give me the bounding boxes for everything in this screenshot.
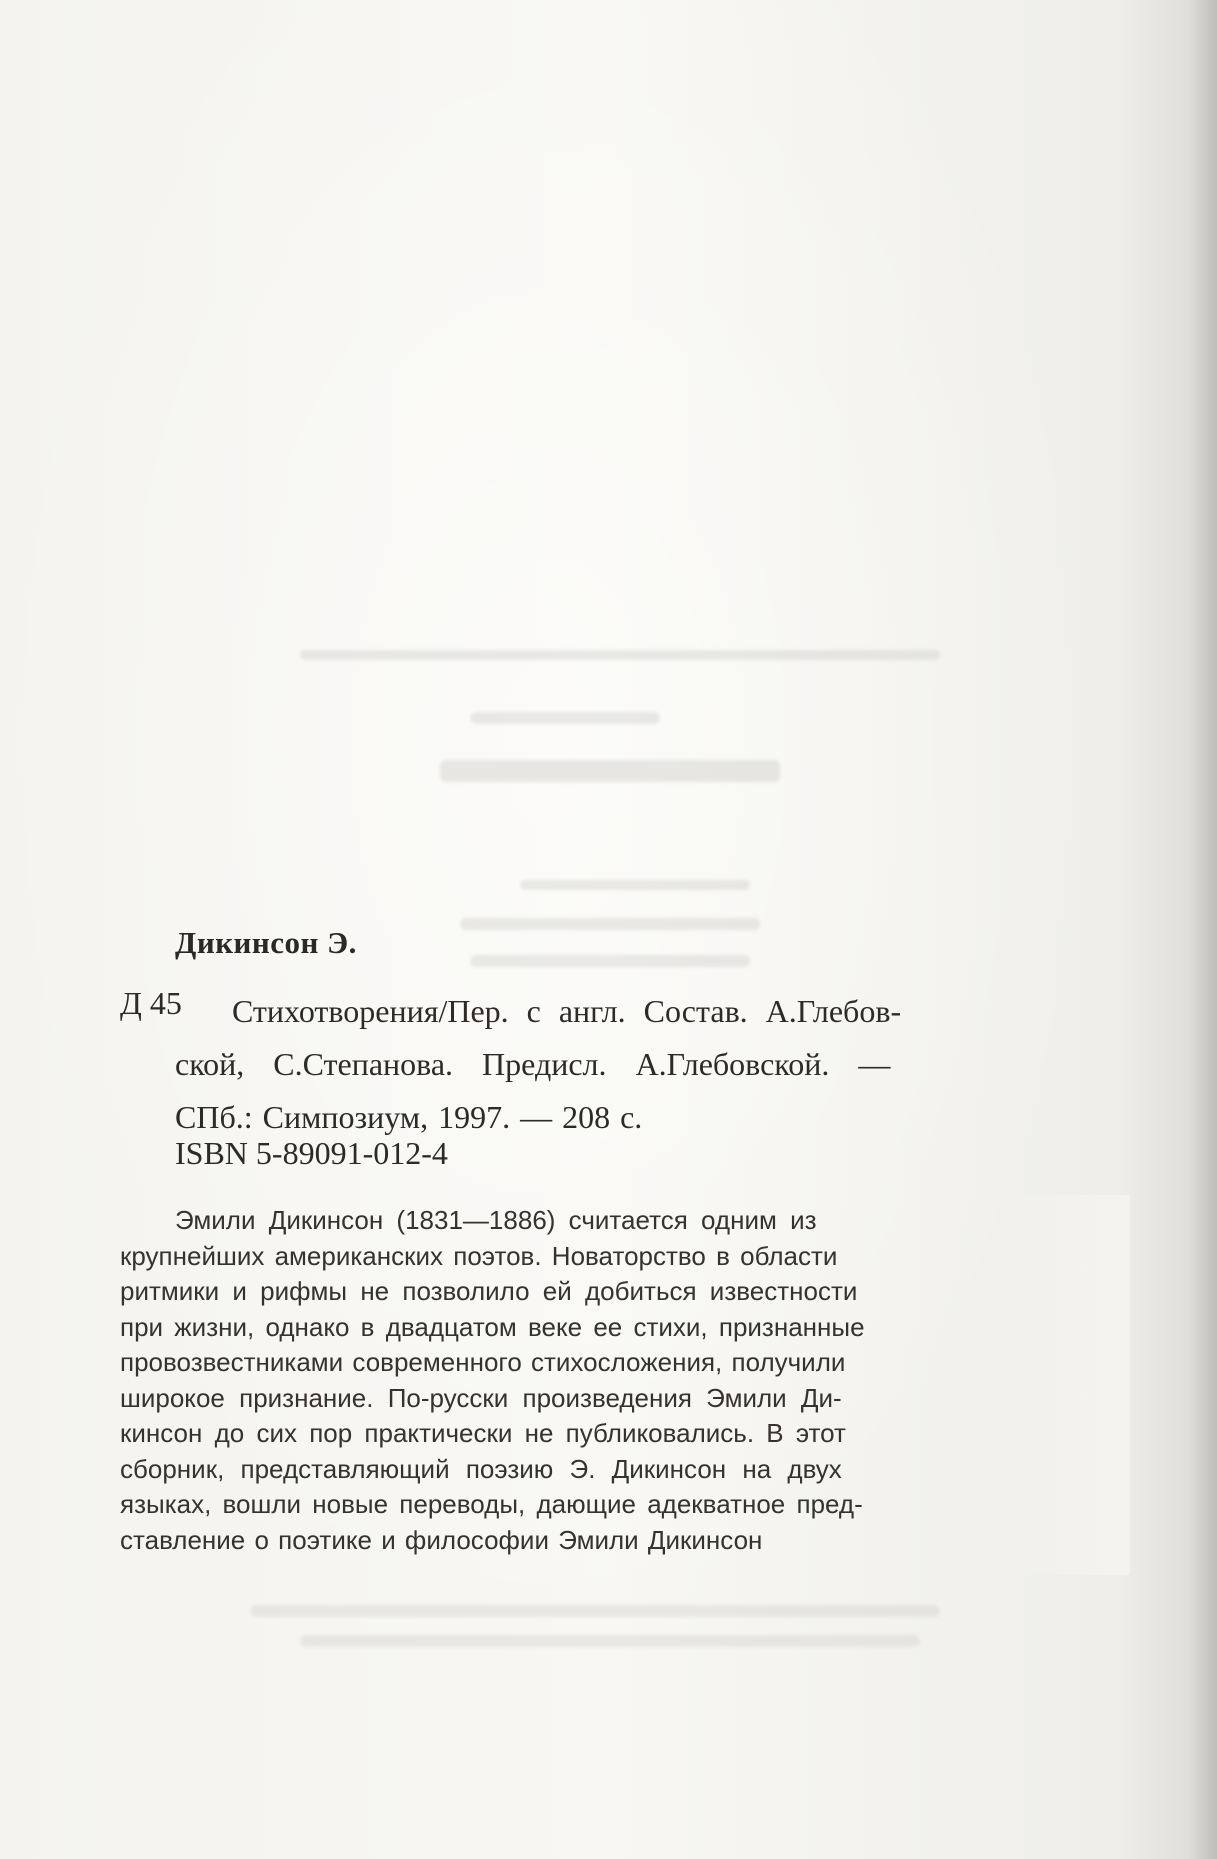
bleed-through-line: [470, 955, 750, 967]
bleed-through-line: [250, 1605, 940, 1617]
annotation-line: кинсон до сих пор практически не публиковались. В этот: [120, 1418, 846, 1448]
classification-code: Д 45: [120, 985, 182, 1021]
annotation-line: Эмили Дикинсон (1831—1886) считается одним из: [175, 1205, 817, 1235]
isbn: ISBN 5-89091-012-4: [175, 1135, 448, 1171]
bibliographic-line: СПб.: Симпозиум, 1997. — 208 с.: [175, 1099, 643, 1135]
annotation-line: при жизни, однако в двадцатом веке ее стихи, признанные: [120, 1311, 865, 1342]
annotation-line: сборник, представляющий поэзию Э. Дикинсон на двух: [120, 1453, 842, 1484]
bleed-through-line: [460, 918, 760, 930]
annotation-line: крупнейших американских поэтов. Новаторство в области: [120, 1240, 838, 1271]
bleed-through-line: [520, 880, 750, 890]
author-heading: Дикинсон Э.: [175, 925, 357, 960]
bibliographic-line: Стихотворения/Пер. с англ. Состав. А.Глебов-: [232, 993, 902, 1029]
annotation-line: провозвестниками современного стихосложения, получили: [120, 1347, 846, 1377]
bleed-through-line: [470, 712, 660, 724]
bleed-through-line: [300, 650, 940, 660]
bibliographic-description: [175, 985, 1175, 1144]
annotation-line: ритмики и рифмы не позволило ей добиться известности: [120, 1276, 858, 1306]
bibliographic-line: ской, С.Степанова. Предисл. А.Глебовской. —: [175, 1046, 891, 1082]
page-edge-shadow: [1189, 0, 1217, 1859]
bleed-through-line: [300, 1635, 920, 1647]
annotation-line: ставление о поэтике и философии Эмили Дикинсон: [120, 1524, 763, 1555]
annotation-line: широкое признание. По-русски произведения Эмили Ди-: [120, 1382, 842, 1413]
annotation-line: языках, вошли новые переводы, дающие адекватное пред-: [120, 1489, 863, 1519]
annotation-paragraph: [120, 1203, 1125, 1558]
bleed-through-line: [440, 760, 780, 782]
